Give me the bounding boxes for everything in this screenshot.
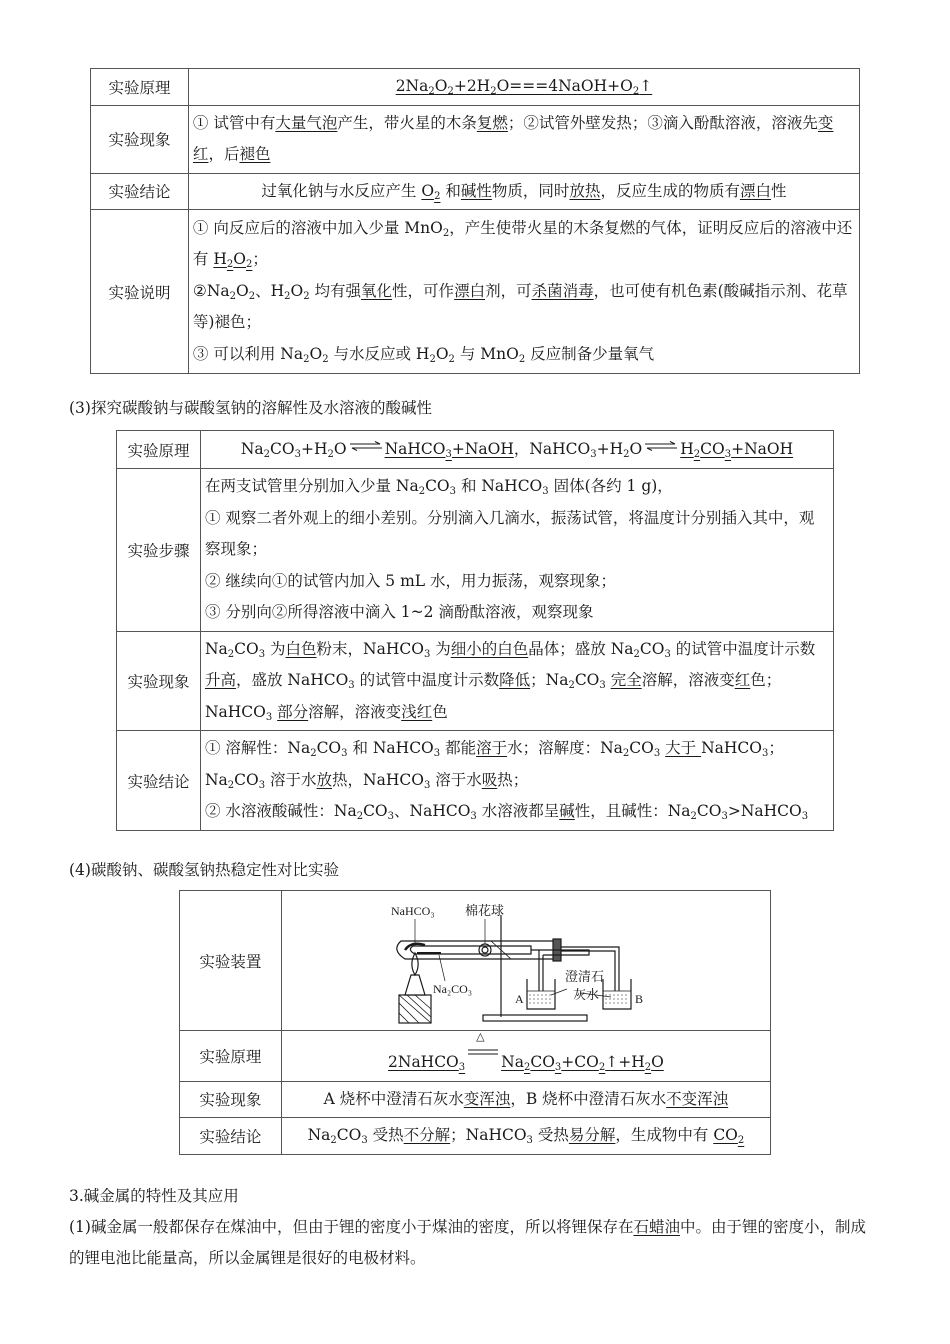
section-5-title: 3.碱金属的特性及其应用 <box>69 1187 239 1205</box>
t3-label-apparatus: 实验装置 <box>180 891 282 1031</box>
t2-phenomenon-text: $Na_2CO_3$ 为白色粉末，NaHCO$_3$ 为细小的白色晶体；盛放 $Na_2CO_3$ 的试管中温度计示数升高，盛放 NaHCO$_3$ 的试管中温度计示数降低；$Na_2CO_3$ 完全溶解，溶液变红色；NaHCO$_3$ 部分溶解，溶液变浅红色 <box>200 631 833 731</box>
t2-label-phenomenon: 实验现象 <box>117 631 201 731</box>
t2-step-3: ③ 分别向②所得溶液中滴入 1~2 滴酚酞溶液，观察现象 <box>204 603 594 621</box>
t1-label-notes: 实验说明 <box>91 210 189 374</box>
t2-step-intro: 在两支试管里分别加入少量 $Na_2CO_3$ 和 NaHCO$_3$ 固体(各约 1 g)， <box>204 477 673 497</box>
t2-label-conclusion: 实验结论 <box>117 731 201 831</box>
label-cotton-ball: 棉花球 <box>464 902 504 918</box>
section-4-title: (4)碳酸钠、碳酸氢钠热稳定性对比实验 <box>69 861 339 879</box>
table-carbonate-solubility <box>116 430 834 831</box>
t3-apparatus-cell <box>281 891 770 1031</box>
t1-note-3: ③ 可以利用 $Na_2O_2$ 与水反应或 $H_2O_2$ 与 MnO$_2$ 反应制备少量氧气 <box>192 344 655 365</box>
label-b: B <box>634 991 643 1006</box>
label-na2co3: Na₂CO₃ <box>432 981 472 996</box>
t1-notes-text <box>188 210 859 374</box>
t1-phenomenon-text: ① 试管中有大量气泡产生，带火星的木条复燃；②试管外壁发热；③滴入酚酞溶液，溶液先变红，后褪色 <box>188 105 859 173</box>
t2-steps-text <box>200 469 833 632</box>
beaker-a <box>527 979 555 1009</box>
heat-triangle-icon: △ <box>476 1030 485 1043</box>
apparatus-diagram <box>381 897 671 1025</box>
table-sodium-peroxide <box>90 68 860 374</box>
t2-principle-left: $Na_2CO_3+H_2O$ <box>240 439 347 460</box>
t2-conclusion-2: ② 水溶液酸碱性：$Na_2CO_3$、NaHCO$_3$ 水溶液都呈碱性，且碱性：$Na_2CO_3>NaHCO_3$ <box>204 802 809 823</box>
label-limewater-2: 灰水 <box>572 986 599 1002</box>
reversible-arrow-icon <box>644 441 678 451</box>
t2-step-2: ② 继续向①的试管内加入 5 mL 水，用力振荡，观察现象； <box>204 571 617 590</box>
alcohol-lamp-icon <box>405 975 425 995</box>
label-nahco3: NaHCO₃ <box>390 903 435 918</box>
t1-principle-equation <box>188 69 859 106</box>
t1-note-1: ① 向反应后的溶液中加入少量 MnO$_2$，产生使带火星的木条复燃的气体，证明反应后的溶液中还有 $H_2O_2$； <box>192 218 853 271</box>
reversible-arrow-icon <box>349 441 383 451</box>
t3-label-phenomenon: 实验现象 <box>180 1081 282 1118</box>
section-3-title: (3)探究碳酸钠与碳酸氢钠的溶解性及水溶液的酸碱性 <box>69 399 432 417</box>
beaker-b <box>603 979 631 1009</box>
t2-label-principle: 实验原理 <box>117 431 201 469</box>
heat-arrow <box>467 1030 499 1063</box>
table-thermal-stability <box>179 890 771 1155</box>
t3-label-conclusion: 实验结论 <box>180 1118 282 1155</box>
t2-conclusion-text <box>200 731 833 831</box>
t3-label-principle: 实验原理 <box>180 1031 282 1082</box>
t2-label-steps: 实验步骤 <box>117 469 201 632</box>
t1-label-conclusion: 实验结论 <box>91 173 189 210</box>
t1-conclusion-text: 过氧化钠与水反应产生 $O_2$ 和碱性物质，同时放热，反应生成的物质有漂白性 <box>188 173 859 210</box>
t3-principle-left: 2NaHCO$_3$ <box>388 1053 466 1073</box>
t3-conclusion-text: $Na_2CO_3$ 受热不分解；NaHCO$_3$ 受热易分解，生成物中有 $CO_2$ <box>281 1118 770 1155</box>
flame-icon <box>412 953 418 975</box>
t1-note-2: $②Na_2O_2$、$H_2O_2$ 均有强氧化性，可作漂白剂，可杀菌消毒，也可使有机色素(酸碱指示剂、花草等)褪色； <box>192 281 848 332</box>
t1-label-phenomenon: 实验现象 <box>91 105 189 173</box>
t1-label-principle: 实验原理 <box>91 69 189 106</box>
powder-nahco3 <box>405 943 425 949</box>
section-5-paragraph: (1)碱金属一般都保存在煤油中，但由于锂的密度小于煤油的密度，所以将锂保存在石蜡油中。由于锂的密度小，制成的锂电池比能量高，所以金属锂是很好的电极材料。 <box>69 1218 866 1267</box>
t1-principle-formula: $2Na_2O_2+2H_2O===4NaOH+O_2↑$ <box>395 77 653 97</box>
t2-conclusion-1: ① 溶解性：$Na_2CO_3$ 和 NaHCO$_3$ 都能溶于水；溶解度：$Na_2CO_3$ 大于 NaHCO$_3$；$Na_2CO_3$ 溶于水放热，NaHCO$_3$ 溶于水吸热； <box>204 739 784 791</box>
t3-principle-right: $Na_2CO_3+CO_2↑+H_2O$ <box>501 1053 664 1073</box>
t2-principle-mid: NaHCO$_3$+NaOH，$NaHCO_3+H_2O$ <box>384 439 643 460</box>
t3-principle-equation <box>281 1031 770 1082</box>
t2-principle-equation <box>200 431 833 469</box>
t2-principle-right: $H_2CO_3+NaOH$ <box>680 439 794 460</box>
label-limewater-1: 澄清石 <box>564 968 604 984</box>
t2-step-1: ① 观察二者外观上的细小差别。分别滴入几滴水，振荡试管，将温度计分别插入其中，观察现象； <box>204 508 815 558</box>
t3-phenomenon-text: A 烧杯中澄清石灰水变浑浊，B 烧杯中澄清石灰水不变浑浊 <box>281 1081 770 1118</box>
label-a: A <box>514 991 524 1006</box>
stand-base <box>483 1015 587 1021</box>
